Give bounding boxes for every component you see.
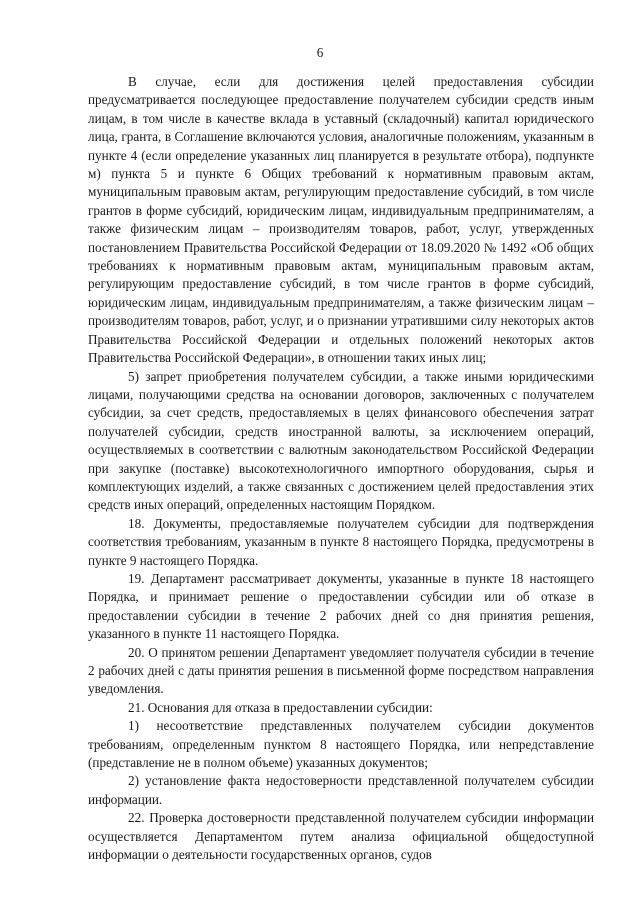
- document-body: [88, 73, 594, 864]
- page-number: 6: [316, 45, 324, 60]
- paragraph-19: 19. Департамент рассматривает документы, указанные в пункте 18 настоящего Порядка, и принимает решение о предоставлении субсидии или об отказе в предоставлении субсидии в течение 2 рабочих дней со дня принятия решения, указанного в пункте 11 настоящего Порядка.: [88, 570, 594, 642]
- paragraph-18: 18. Документы, предоставляемые получателем субсидии для подтверждения соответствия требованиям, указанным в пункте 8 настоящего Порядка, предусмотрены в пункте 9 настоящего Порядка.: [88, 515, 594, 568]
- paragraph-20: 20. О принятом решении Департамент уведомляет получателя субсидии в течение 2 рабочих дней с даты принятия решения в письменной форме посредством направления уведомления.: [88, 644, 594, 697]
- paragraph-21-item-2: 2) установление факта недостоверности представленной получателем субсидии информации.: [88, 773, 594, 807]
- paragraph-21-item-1: 1) несоответствие представленных получателем субсидии документов требованиям, определенным пунктом 8 настоящего Порядка, или непредставление (представление не в полном объеме) указанных документов;: [88, 718, 594, 771]
- paragraph-22: 22. Проверка достоверности представленной получателем субсидии информации осуществляется Департаментом путем анализа официальной общедоступной информации о деятельности государственных органов, судов: [88, 810, 594, 863]
- paragraph-currency-ban: 5) запрет приобретения получателем субсидии, а также иными юридическими лицами, получающими средства на основании договоров, заключенных с получателем субсидии, за счет средств, предоставляемых в целях финансового обеспечения затрат получателей субсидии, средств иностранной валюты, за исключением операций, осуществляемых в соответствии с валютным законодательством Российской Федерации при закупке (поставке) высокотехнологичного импортного оборудования, сырья и комплектующих изделий, а также связанных с достижением целей предоставления этих средств иных операций, определенных настоящим Порядком.: [88, 368, 594, 513]
- paragraph-contract-conditions: В случае, если для достижения целей предоставления субсидии предусматривается последующее предоставление получателем субсидии средств иным лицам, в том числе в качестве вклада в уставный (складочный) капитал юридического лица, гранта, в Соглашение включаются условия, аналогичные положениям, указанным в пункте 4 (если определение указанных лиц планируется в результате отбора), подпункте м) пункта 5 и пункте 6 Общих требований к нормативным правовым актам, муниципальным правовым актам, регулирующим предоставление субсидий, в том числе грантов в форме субсидий, юридическим лицам, индивидуальным предпринимателям, а также физическим лицам – производителям товаров, работ, услуг, утвержденных постановлением Правительства Российской Федерации от 18.09.2020 № 1492 «Об общих требованиях к нормативным правовым актам, муниципальным правовым актам, регулирующим предоставление субсидий, в том числе грантов в форме субсидий, юридическим лицам, индивидуальным предпринимателям, а также физическим лицам – производителям товаров, работ, услуг, и о признании утратившими силу некоторых актов Правительства Российской Федерации и отдельных положений некоторых актов Правительства Российской Федерации», в отношении таких иных лиц;: [88, 74, 594, 366]
- paragraph-21: 21. Основания для отказа в предоставлении субсидии:: [128, 699, 433, 715]
